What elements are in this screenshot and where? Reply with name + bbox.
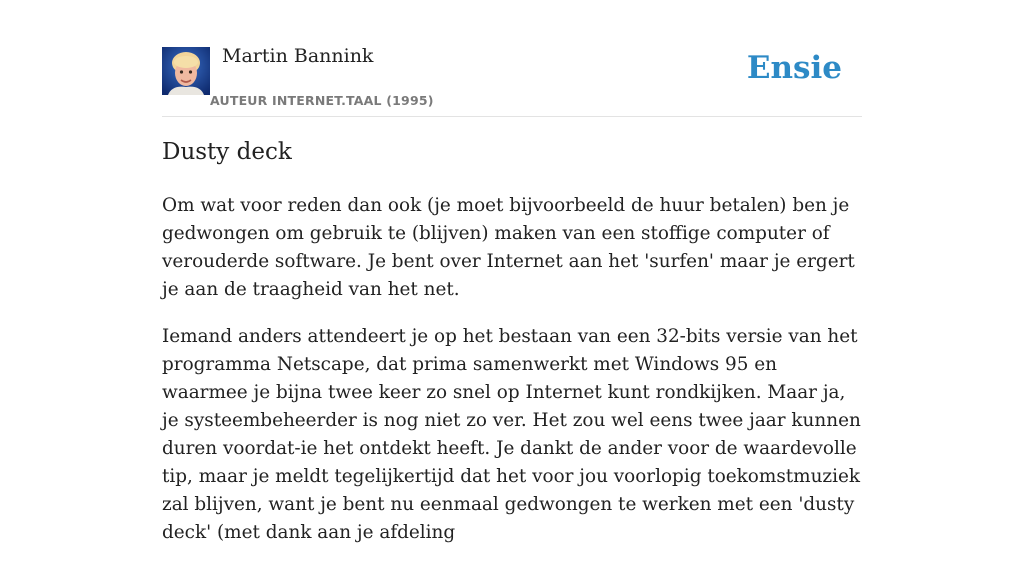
article-paragraph-1: Om wat voor reden dan ook (je moet bijvoorbeeld de huur betalen) ben je gedwongen om gebruik te (blijven) maken van een stoffige computer of verouderde software. Je bent over Internet aan het 'surfen' maar je ergert je aan de traagheid van het net. bbox=[162, 195, 855, 300]
author-avatar[interactable] bbox=[162, 47, 210, 95]
author-role: AUTEUR INTERNET.TAAL (1995) bbox=[210, 93, 434, 108]
article-body bbox=[162, 192, 864, 566]
author-photo-icon bbox=[162, 47, 210, 95]
article-title: Dusty deck bbox=[162, 139, 292, 165]
article-paragraph-2: Iemand anders attendeert je op het bestaan van een 32-bits versie van het programma Netscape, dat prima samenwerkt met Windows 95 en waarmee je bijna twee keer zo snel op Internet kunt rondkijken. Maar ja, je systeembeheerder is nog niet zo ver. Het zou wel eens twee jaar kunnen duren voordat-ie het ontdekt heeft. Je dankt de ander voor de waardevolle tip, maar je meldt tegelijkertijd dat het voor jou voorlopig toekomstmuziek zal blijven, want je bent nu eenmaal gedwongen te werken met een 'dusty deck' (met dank aan je afdeling bbox=[162, 326, 861, 543]
brand-logo-link[interactable]: Ensie bbox=[746, 50, 842, 86]
author-name[interactable]: Martin Bannink bbox=[222, 45, 374, 67]
page-header bbox=[162, 0, 862, 117]
